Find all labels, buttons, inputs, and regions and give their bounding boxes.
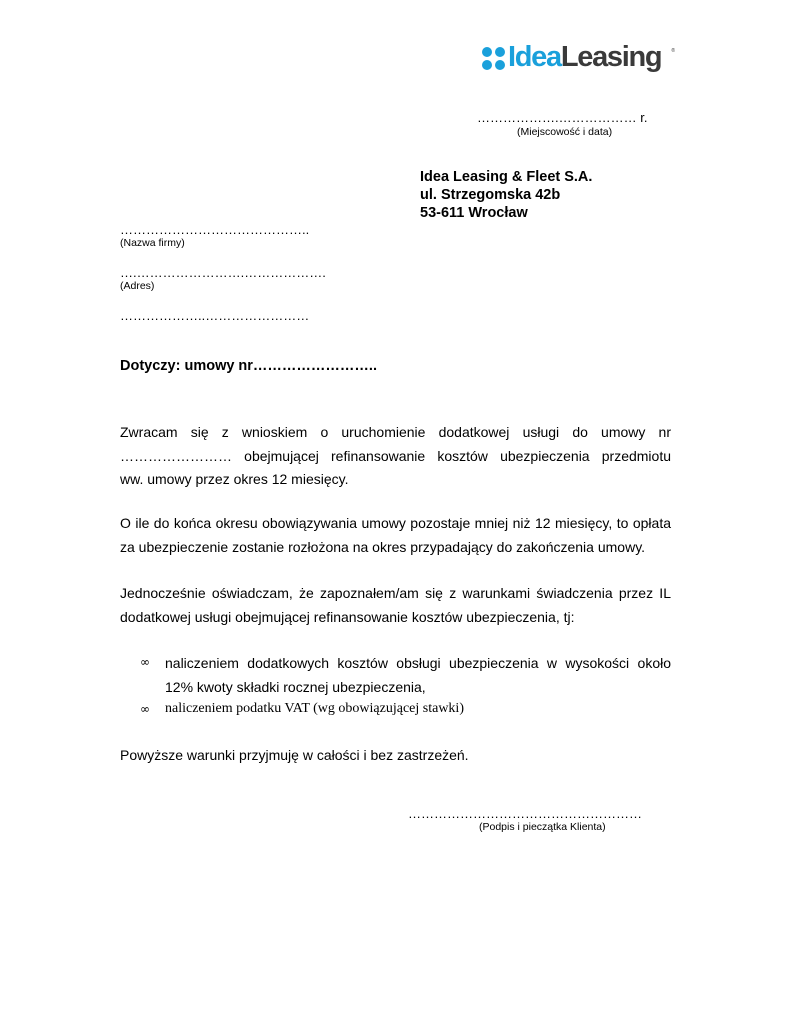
company-name-dots: …………………………………….. xyxy=(120,222,310,237)
extra-address-dots: ………………..…………………… xyxy=(120,308,310,323)
recipient-street: ul. Strzegomska 42b xyxy=(420,187,561,203)
logo-registered-mark: ® xyxy=(671,48,675,54)
paragraph-declaration: Jednocześnie oświadczam, że zapoznałem/am się z warunkami świadczenia przez IL dodatkowej usługi obejmującej refinansowanie kosztów ubezpieczenia, tj: xyxy=(120,585,671,625)
signature-dots: ……………………………………………… xyxy=(408,806,642,821)
address-caption: (Adres) xyxy=(120,280,155,292)
signature-caption: (Podpis i pieczątka Klienta) xyxy=(479,821,606,833)
paragraph-installment: O ile do końca okresu obowiązywania umowy pozostaje mniej niż 12 miesięcy, to opłata za ubezpieczenie zostanie rozłożona na okres przypadający do zakończenia umowy. xyxy=(120,515,671,555)
paragraph-request-line-1: Zwracam się z wnioskiem o uruchomienie dodatkowej usługi do umowy nr xyxy=(120,424,671,440)
address-dots: ….…………………….………………. xyxy=(120,265,326,280)
recipient-city: 53-611 Wrocław xyxy=(420,205,528,221)
logo-wordmark xyxy=(508,40,661,74)
place-date-dots: ……………….……………… r. xyxy=(477,110,648,125)
idea-leasing-logo xyxy=(481,41,677,78)
infinity-bullet-icon: ∞ xyxy=(140,655,150,669)
paragraph-request-line-2: …………………… obejmującej refinansowanie kosztów ubezpieczenia przedmiotu xyxy=(120,447,671,464)
subject-line: Dotyczy: umowy nr…………………….. xyxy=(120,358,377,374)
logo-idea-text: Idea xyxy=(508,41,561,73)
paragraph-request-line-3: ww. umowy przez okres 12 miesięcy. xyxy=(120,471,349,487)
logo-dots-icon xyxy=(481,46,507,72)
bullet-text-costs: naliczeniem dodatkowych kosztów obsługi ubezpieczenia w wysokości około 12% kwoty składki rocznej ubezpieczenia, xyxy=(165,655,671,695)
bullet-text-vat: naliczeniem podatku VAT (wg obowiązującej stawki) xyxy=(165,701,464,716)
paragraph-request xyxy=(120,421,671,492)
recipient-address xyxy=(420,168,592,222)
recipient-name: Idea Leasing & Fleet S.A. xyxy=(420,169,593,185)
infinity-bullet-icon: ∞ xyxy=(140,702,150,716)
logo-leasing-text: Leasing xyxy=(560,41,662,73)
place-date-caption: (Miejscowość i data) xyxy=(517,126,613,138)
company-name-caption: (Nazwa firmy) xyxy=(120,237,185,249)
paragraph-acceptance: Powyższe warunki przyjmuję w całości i bez zastrzeżeń. xyxy=(120,747,469,763)
